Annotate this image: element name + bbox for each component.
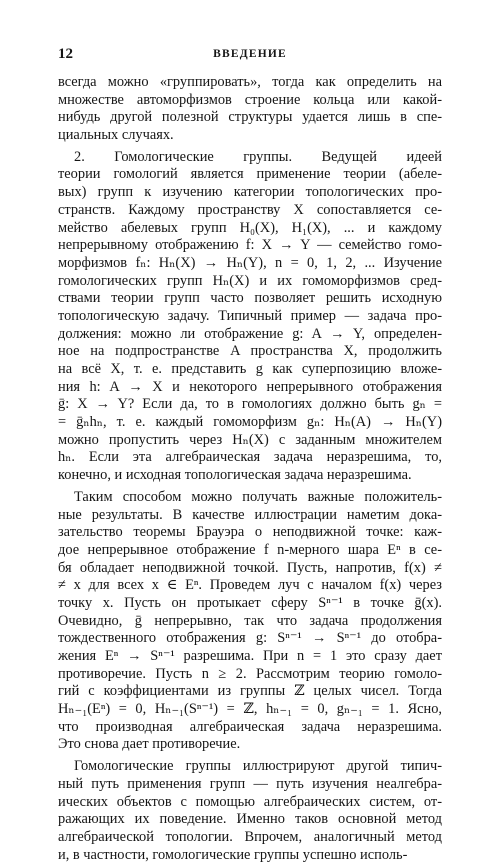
text-line: ный путь применения групп — путь изучения неалгебра- — [58, 775, 442, 792]
text-line: ные результаты. В качестве иллюстрации наметим дока- — [58, 506, 442, 523]
text-line: ное на подпространстве A пространства X, продолжить — [58, 343, 442, 360]
text-line: Это снова дает противоречие. — [58, 736, 241, 753]
text-line: теории гомологий является применение теории (абеле- — [58, 166, 442, 183]
paragraph — [58, 489, 442, 754]
text-line: дое непрерывное отображение f n-мерного шара Eⁿ в се- — [58, 541, 442, 558]
text-line: можно пропустить через Hₙ(X) с заданным множителем — [58, 431, 442, 448]
text-line: противоречие. Пусть n ≥ 2. Рассмотрим теорию гомоло- — [58, 665, 442, 682]
text-line: циальных случаях. — [58, 127, 174, 144]
text-line: ражающих их поведение. Именно таков основной метод — [58, 811, 442, 828]
text-line: зательство теоремы Брауэра о неподвижной точке: каж- — [58, 524, 442, 541]
running-head: ВВЕДЕНИЕ — [213, 48, 287, 60]
text-line: бя обладает неподвижной точкой. Пусть, напротив, f(x) ≠ — [58, 559, 442, 576]
text-line: и, в частности, гомологические группы успешно исполь- — [58, 846, 408, 863]
paragraph — [58, 74, 442, 145]
paragraph — [58, 149, 442, 485]
text-line: непрерывному отображению f: X → Y — семейство гомо- — [58, 237, 442, 254]
text-line: ических объектов с помощью алгебраических систем, от- — [58, 793, 442, 810]
text-line: точку x. Пусть он протыкает сферу Sⁿ⁻¹ в точке ḡ(x). — [58, 594, 442, 611]
text-line: = ḡₙhₙ, т. е. каждый гомоморфизм gₙ: Hₙ(A) → Hₙ(Y) — [58, 414, 442, 431]
text-line: тождественного отображения g: Sⁿ⁻¹ → Sⁿ⁻¹ до отобра- — [58, 630, 442, 647]
text-line: всегда можно «группировать», тогда как определить на — [58, 74, 442, 90]
text-line: жения Eⁿ → Sⁿ⁻¹ разрешима. При n = 1 это сразу дает — [58, 648, 442, 664]
text-line: топологическую задачу. Типичный пример — задача про- — [58, 307, 442, 324]
body-text — [58, 74, 442, 864]
text-line: должения: можно ли отображение g: A → Y, определен- — [58, 325, 442, 342]
text-line: алгебраической топологии. Впрочем, аналогичный метод — [58, 828, 442, 845]
text-line: ствами теории групп часто позволяет решить исходную — [58, 290, 442, 307]
text-line: Гомологические группы иллюстрируют другой типич- — [74, 758, 442, 775]
text-line: множестве автоморфизмов строение кольца или какой- — [58, 91, 442, 108]
text-line: ния h: A → X и некоторого непрерывного отображения — [58, 378, 442, 395]
text-line: hₙ. Если эта алгебраическая задача неразрешима, то, — [58, 449, 442, 466]
page-header — [58, 46, 442, 66]
text-line: на всё X, т. е. представить g как суперпозицию вложе- — [58, 361, 442, 377]
text-line: Очевидно, ḡ непрерывно, так что задача продолжения — [58, 612, 442, 629]
text-line: гомологических групп Hₙ(X) и их гомоморфизмов сред- — [58, 272, 442, 289]
text-line: нибудь другой полезной структуры удается лишь в спе- — [58, 109, 442, 126]
text-line: Таким способом можно получать важные положитель- — [74, 488, 442, 505]
text-line: что производная алгебраическая задача неразрешима. — [58, 718, 442, 735]
text-line: странств. Каждому пространству X сопоставляется се- — [58, 201, 442, 218]
text-line: мейство абелевых групп H₀(X), H₁(X), ... и каждому — [58, 219, 442, 236]
text-line: ≠ x для всех x ∈ Eⁿ. Проведем луч с началом f(x) через — [58, 577, 442, 594]
text-line: морфизмов fₙ: Hₙ(X) → Hₙ(Y), n = 0, 1, 2, ... Изучение — [58, 254, 442, 271]
text-line: Hₙ₋₁(Eⁿ) = 0, Hₙ₋₁(Sⁿ⁻¹) = ℤ, hₙ₋₁ = 0, gₙ₋₁ = 1. Ясно, — [58, 701, 442, 718]
text-line: гий с коэффициентами из группы ℤ целых чисел. Тогда — [58, 683, 442, 700]
page-number: 12 — [58, 46, 73, 62]
text-line: 2. Гомологические группы. Ведущей идеей — [74, 148, 442, 165]
text-line: конечно, и исходная топологическая задача неразрешима. — [58, 467, 412, 484]
text-line: вых) групп к изучению категории топологических про- — [58, 184, 442, 201]
paragraph — [58, 758, 442, 864]
text-line: ḡ: X → Y? Если да, то в гомологиях должно быть gₙ = — [58, 396, 442, 413]
